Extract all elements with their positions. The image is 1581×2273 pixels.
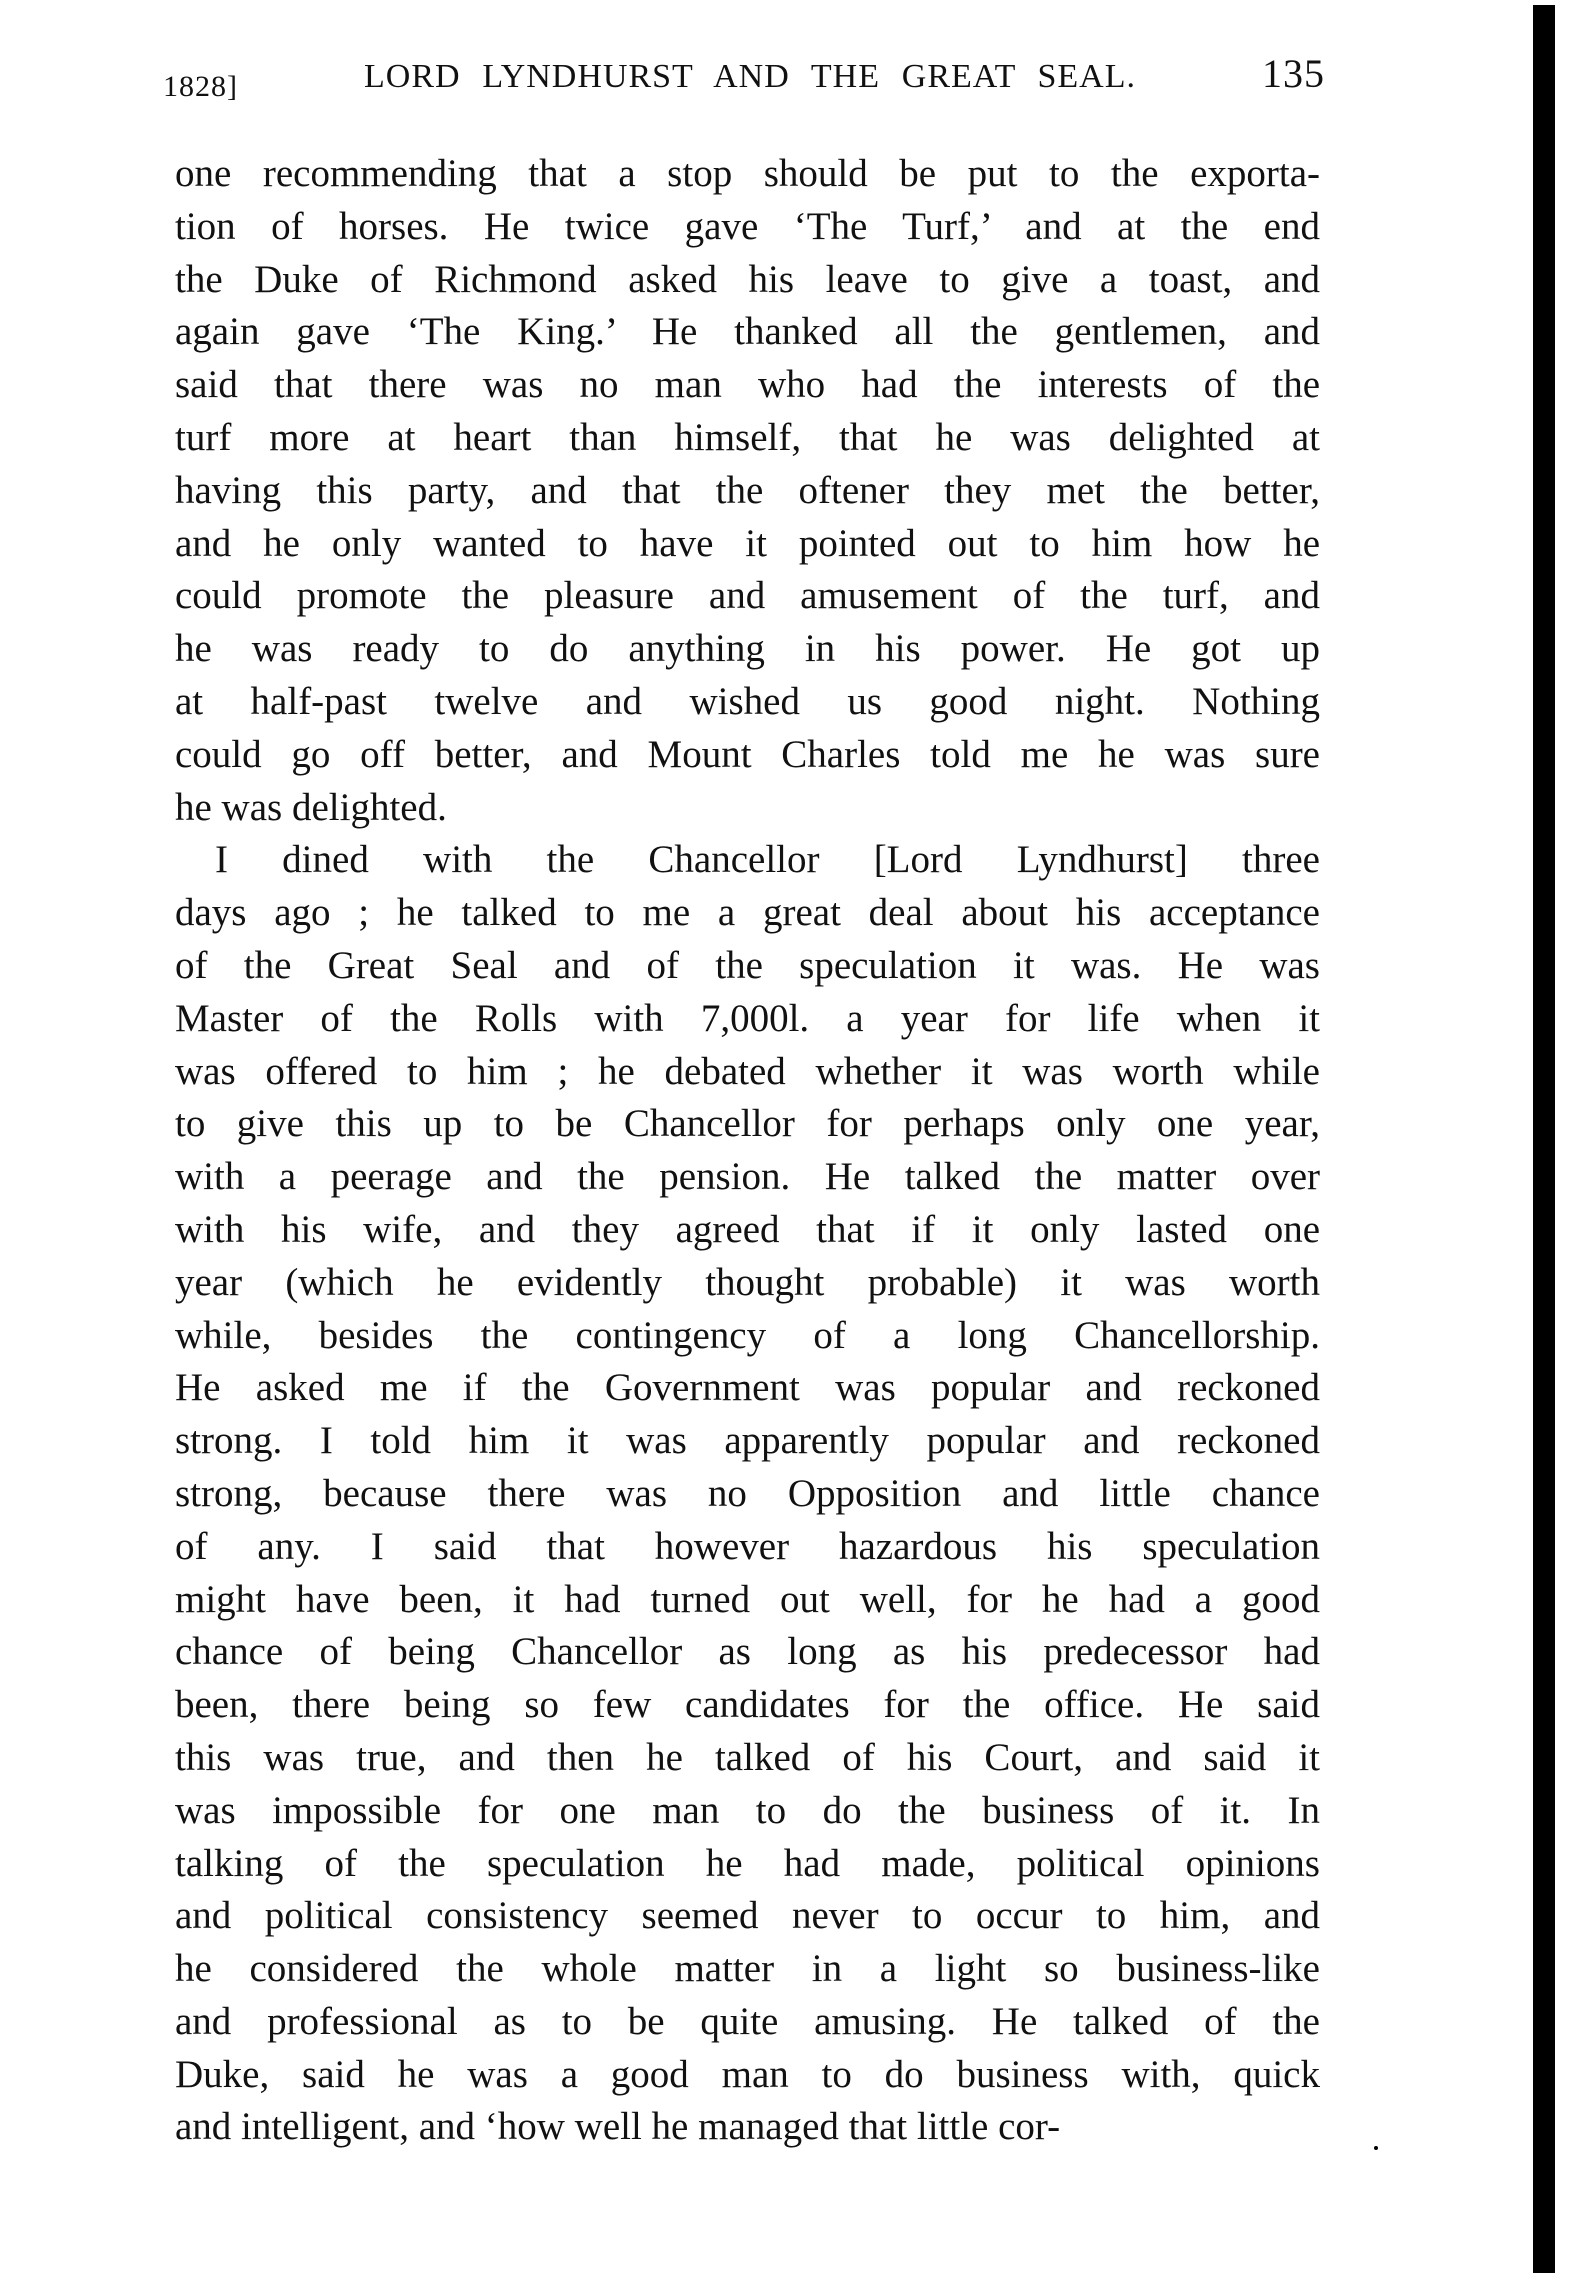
text-line: to give this up to be Chancellor for perhaps only one year,	[175, 1102, 1320, 1146]
text-line: the Duke of Richmond asked his leave to give a toast, and	[175, 257, 1320, 301]
text-line: of any. I said that however hazardous his speculation	[175, 1524, 1320, 1568]
text-line: and intelligent, and ‘how well he managed that little cor-	[175, 2105, 1061, 2149]
page-edge-bar	[1533, 5, 1555, 2273]
page-body	[175, 148, 1320, 2154]
text-line: might have been, it had turned out well, for he had a good	[175, 1577, 1320, 1621]
text-line: and professional as to be quite amusing. He talked of the	[175, 1999, 1320, 2043]
text-line: tion of horses. He twice gave ‘The Turf,’ and at the end	[175, 204, 1320, 248]
text-line: Duke, said he was a good man to do business with, quick	[175, 2052, 1320, 2096]
text-line: with his wife, and they agreed that if it only lasted one	[175, 1207, 1320, 1251]
text-line: talking of the speculation he had made, political opinions	[175, 1841, 1320, 1885]
text-line: chance of being Chancellor as long as his predecessor had	[175, 1630, 1320, 1674]
text-line: and political consistency seemed never to occur to him, and	[175, 1894, 1320, 1938]
text-line: could promote the pleasure and amusement of the turf, and	[175, 574, 1320, 618]
text-line: was impossible for one man to do the business of it. In	[175, 1788, 1320, 1832]
text-line: of the Great Seal and of the speculation it was. He was	[175, 943, 1320, 987]
text-line: again gave ‘The King.’ He thanked all the gentlemen, and	[175, 310, 1320, 354]
text-line: I dined with the Chancellor [Lord Lyndhurst] three	[215, 838, 1320, 882]
text-line: year (which he evidently thought probable) it was worth	[175, 1260, 1320, 1304]
text-line: at half-past twelve and wished us good night. Nothing	[175, 679, 1320, 723]
text-line: was offered to him ; he debated whether it was worth while	[175, 1049, 1320, 1093]
text-line: He asked me if the Government was popular and reckoned	[175, 1366, 1320, 1410]
running-head-year: 1828]	[163, 70, 238, 103]
text-line: been, there being so few candidates for the office. He said	[175, 1683, 1320, 1727]
text-line: Master of the Rolls with 7,000l. a year for life when it	[175, 996, 1320, 1040]
text-line: and he only wanted to have it pointed out to him how he	[175, 521, 1320, 565]
text-line: while, besides the contingency of a long Chancellorship.	[175, 1313, 1320, 1357]
text-line: strong. I told him it was apparently popular and reckoned	[175, 1419, 1320, 1463]
text-line: strong, because there was no Opposition and little chance	[175, 1471, 1320, 1515]
ink-speck	[1374, 2146, 1378, 2150]
text-line: days ago ; he talked to me a great deal about his acceptance	[175, 891, 1320, 935]
text-line: one recommending that a stop should be put to the exporta-	[175, 152, 1320, 195]
page-number: 135	[1262, 51, 1325, 96]
running-head-title: LORD LYNDHURST AND THE GREAT SEAL.	[364, 58, 1136, 95]
text-line: he considered the whole matter in a light so business-like	[175, 1947, 1320, 1991]
text-line: said that there was no man who had the interests of the	[175, 363, 1320, 407]
text-line: he was ready to do anything in his power. He got up	[175, 627, 1320, 671]
text-line: this was true, and then he talked of his Court, and said it	[175, 1735, 1320, 1779]
text-line: having this party, and that the oftener they met the better,	[175, 468, 1320, 512]
text-line: could go off better, and Mount Charles told me he was sure	[175, 732, 1320, 776]
text-line: turf more at heart than himself, that he was delighted at	[175, 415, 1320, 459]
text-line: with a peerage and the pension. He talked the matter over	[175, 1155, 1320, 1199]
text-line: he was delighted.	[175, 785, 447, 829]
